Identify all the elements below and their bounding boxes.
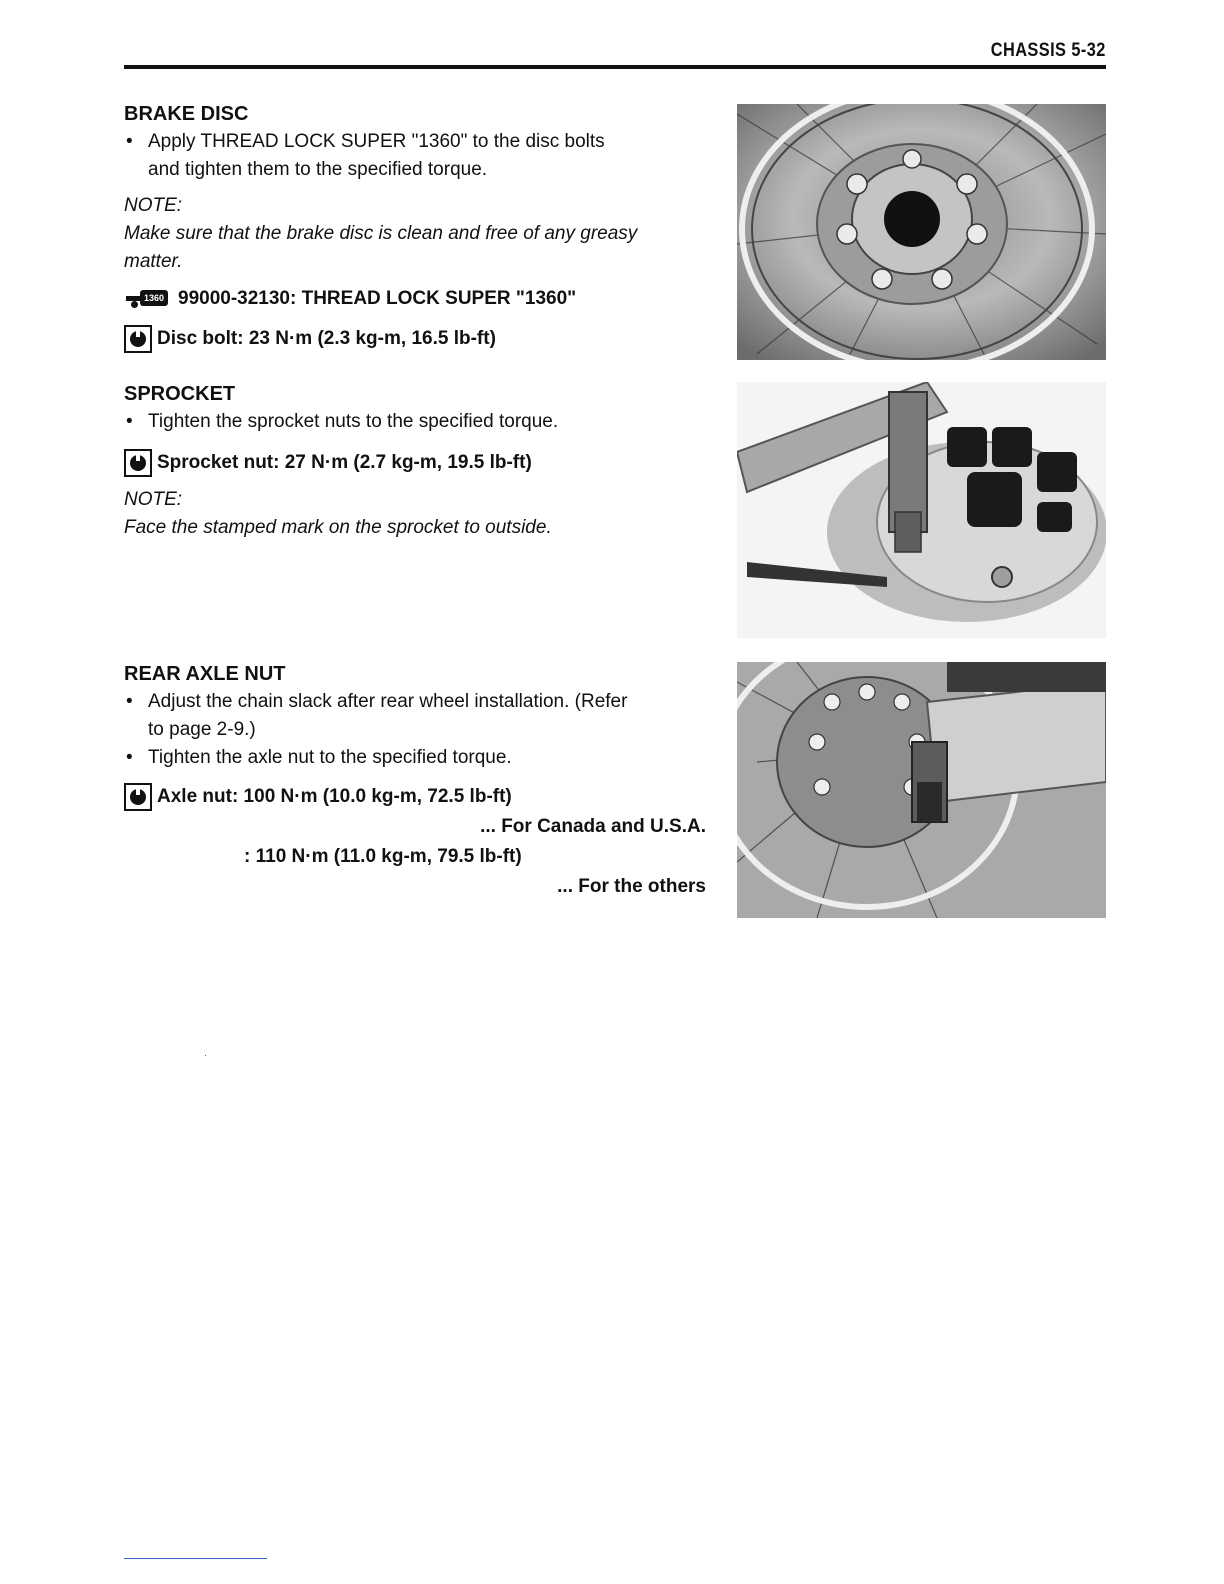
- scan-speck: [205, 1055, 206, 1056]
- torque-wrench-icon: [124, 449, 152, 477]
- sprocket-note-label: NOTE:: [124, 489, 183, 510]
- sprocket-nut-torque-spec: [124, 448, 706, 478]
- sprocket-nut-torque-text: Sprocket nut: 27 N·m (2.7 kg-m, 19.5 lb-ft): [157, 452, 532, 473]
- disc-bolt-torque-spec: [124, 324, 706, 354]
- footer-line: [124, 1558, 267, 1559]
- torque-wrench-icon: [124, 783, 152, 811]
- sprocket-section: [124, 380, 706, 542]
- thread-lock-spec-text: 99000-32130: THREAD LOCK SUPER "1360": [178, 288, 577, 309]
- bullet-dot: •: [126, 411, 133, 432]
- brake-disc-section: [124, 100, 706, 354]
- disc-bolt-torque-text: Disc bolt: 23 N·m (2.3 kg-m, 16.5 lb-ft): [157, 328, 496, 349]
- rear-axle-nut-heading: REAR AXLE NUT: [124, 663, 286, 685]
- axle-nut-torque-spec-1: [124, 782, 706, 812]
- sprocket-note-text: Face the stamped mark on the sprocket to outside.: [124, 517, 552, 538]
- bullet-dot: •: [126, 747, 133, 768]
- brake-disc-heading: BRAKE DISC: [124, 103, 249, 125]
- sprocket-bullet: [124, 408, 706, 436]
- rear-axle-bullet-1: [124, 688, 706, 744]
- sprocket-bullet-text: Tighten the sprocket nuts to the specified torque.: [148, 411, 559, 432]
- brake-disc-bullet-line1: Apply THREAD LOCK SUPER "1360" to the disc bolts: [148, 131, 605, 152]
- thread-lock-spec: [124, 284, 706, 314]
- bullet-dot: •: [126, 131, 133, 152]
- axle-nut-region-2: ... For the others: [557, 876, 706, 897]
- brake-disc-note-line1: Make sure that the brake disc is clean and free of any greasy: [124, 223, 638, 244]
- axle-nut-torque-text-1: Axle nut: 100 N·m (10.0 kg-m, 72.5 lb-ft): [157, 786, 512, 807]
- rear-axle-nut-section: [124, 660, 706, 902]
- rear-axle-bullet-1-line2: to page 2-9.): [148, 719, 256, 740]
- header-rule: [124, 65, 1106, 69]
- rear-axle-bullet-1-line1: Adjust the chain slack after rear wheel installation. (Refer: [148, 691, 628, 712]
- sprocket-heading: SPROCKET: [124, 383, 236, 405]
- bullet-dot: •: [126, 691, 133, 712]
- brake-disc-note-line2: matter.: [124, 251, 183, 272]
- brake-disc-bullet: [124, 128, 706, 184]
- page-header-title: CHASSIS 5-32: [990, 40, 1106, 61]
- thread-lock-tube-icon: 1360: [124, 288, 170, 310]
- rear-axle-bullet-2: [124, 744, 706, 772]
- axle-nut-region-1: ... For Canada and U.S.A.: [480, 816, 706, 837]
- brake-disc-note-label: NOTE:: [124, 195, 183, 216]
- torque-wrench-icon: [124, 325, 152, 353]
- brake-disc-bullet-line2: and tighten them to the specified torque.: [148, 159, 488, 180]
- sprocket-photo: [737, 382, 1106, 638]
- brake-disc-photo: [737, 104, 1106, 360]
- rear-axle-photo: [737, 662, 1106, 918]
- axle-nut-torque-spec-2: : 110 N·m (11.0 kg-m, 79.5 lb-ft): [244, 846, 522, 867]
- rear-axle-bullet-2-text: Tighten the axle nut to the specified torque.: [148, 747, 512, 768]
